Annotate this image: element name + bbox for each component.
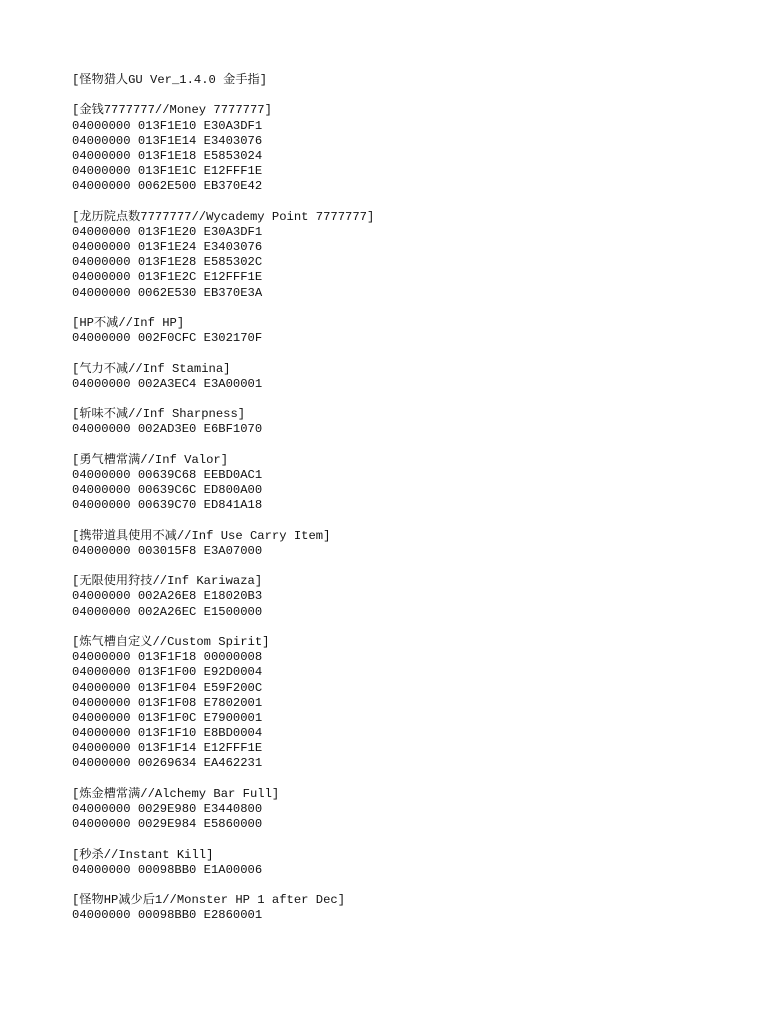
code-line: 04000000 00098BB0 E1A00006: [72, 862, 263, 877]
cheat-header: [金钱7777777//Money 7777777]: [72, 103, 272, 118]
cheat-header: [HP不减//Inf HP]: [72, 316, 185, 330]
code-line: 04000000 013F1F18 00000008: [72, 650, 263, 665]
code-line: 04000000 002F0CFC E302170F: [72, 331, 263, 346]
cheat-section: [72, 893, 752, 923]
cheat-section: [72, 787, 752, 833]
code-line: 04000000 013F1E18 E5853024: [72, 148, 263, 163]
cheat-header: [气力不减//Inf Stamina]: [72, 361, 231, 376]
code-line: 04000000 00639C70 ED841A18: [72, 498, 263, 513]
cheat-sections: [72, 103, 752, 923]
code-line: 04000000 013F1E14 E3403076: [72, 133, 263, 148]
cheat-header: [无限使用狩技//Inf Kariwaza]: [72, 574, 263, 589]
cheat-section: [72, 316, 752, 346]
code-line: 04000000 013F1F14 E12FFF1E: [72, 741, 263, 756]
code-line: 04000000 002A3EC4 E3A00001: [72, 376, 263, 391]
cheat-section: [72, 210, 752, 301]
code-line: 04000000 013F1E1C E12FFF1E: [72, 164, 263, 179]
code-line: 04000000 013F1F10 E8BD0004: [72, 726, 263, 741]
code-line: 04000000 013F1E24 E3403076: [72, 240, 263, 255]
cheat-section: [72, 529, 752, 559]
code-line: 04000000 00269634 EA462231: [72, 756, 263, 771]
code-line: 04000000 013F1E20 E30A3DF1: [72, 224, 263, 239]
code-line: 04000000 013F1E28 E585302C: [72, 255, 263, 270]
cheat-header: [秒杀//Instant Kill]: [72, 847, 214, 862]
cheat-section: [72, 635, 752, 772]
code-line: 04000000 0029E984 E5860000: [72, 817, 263, 832]
code-line: 04000000 013F1F00 E92D0004: [72, 665, 263, 680]
cheat-header: [斩味不减//Inf Sharpness]: [72, 407, 246, 422]
code-line: 04000000 013F1E10 E30A3DF1: [72, 118, 263, 133]
cheat-header: [炼气槽自定义//Custom Spirit]: [72, 634, 270, 649]
cheat-header: [龙历院点数7777777//Wycademy Point 7777777]: [72, 209, 375, 224]
cheat-section: [72, 574, 752, 620]
cheat-section: [72, 407, 752, 437]
code-line: 04000000 013F1F04 E59F200C: [72, 680, 263, 695]
code-line: 04000000 002A26EC E1500000: [72, 604, 263, 619]
code-line: 04000000 003015F8 E3A07000: [72, 543, 263, 558]
code-line: 04000000 0062E500 EB370E42: [72, 179, 263, 194]
code-line: 04000000 00639C68 EEBD0AC1: [72, 467, 263, 482]
code-line: 04000000 013F1E2C E12FFF1E: [72, 270, 263, 285]
cheat-header: [怪物HP减少后1//Monster HP 1 after Dec]: [72, 893, 346, 908]
cheat-section: [72, 103, 752, 194]
code-line: 04000000 0029E980 E3440800: [72, 802, 263, 816]
code-line: 04000000 0062E530 EB370E3A: [72, 285, 263, 300]
code-line: 04000000 002A26E8 E18020B3: [72, 589, 263, 604]
code-line: 04000000 002AD3E0 E6BF1070: [72, 422, 263, 437]
cheat-section: [72, 362, 752, 392]
code-line: 04000000 013F1F08 E7802001: [72, 695, 263, 710]
code-line: 04000000 00098BB0 E2860001: [72, 908, 263, 923]
cheat-header: [勇气槽常满//Inf Valor]: [72, 452, 229, 467]
code-line: 04000000 013F1F0C E7900001: [72, 710, 263, 725]
cheat-header: [炼金槽常满//Alchemy Bar Full]: [72, 786, 280, 801]
cheat-section: [72, 848, 752, 878]
cheat-section: [72, 453, 752, 514]
code-line: 04000000 00639C6C ED800A00: [72, 483, 263, 498]
cheat-document: [72, 73, 752, 939]
cheat-header: [携带道具使用不减//Inf Use Carry Item]: [72, 528, 331, 543]
document-title: [怪物猎人GU Ver_1.4.0 金手指]: [72, 73, 268, 87]
